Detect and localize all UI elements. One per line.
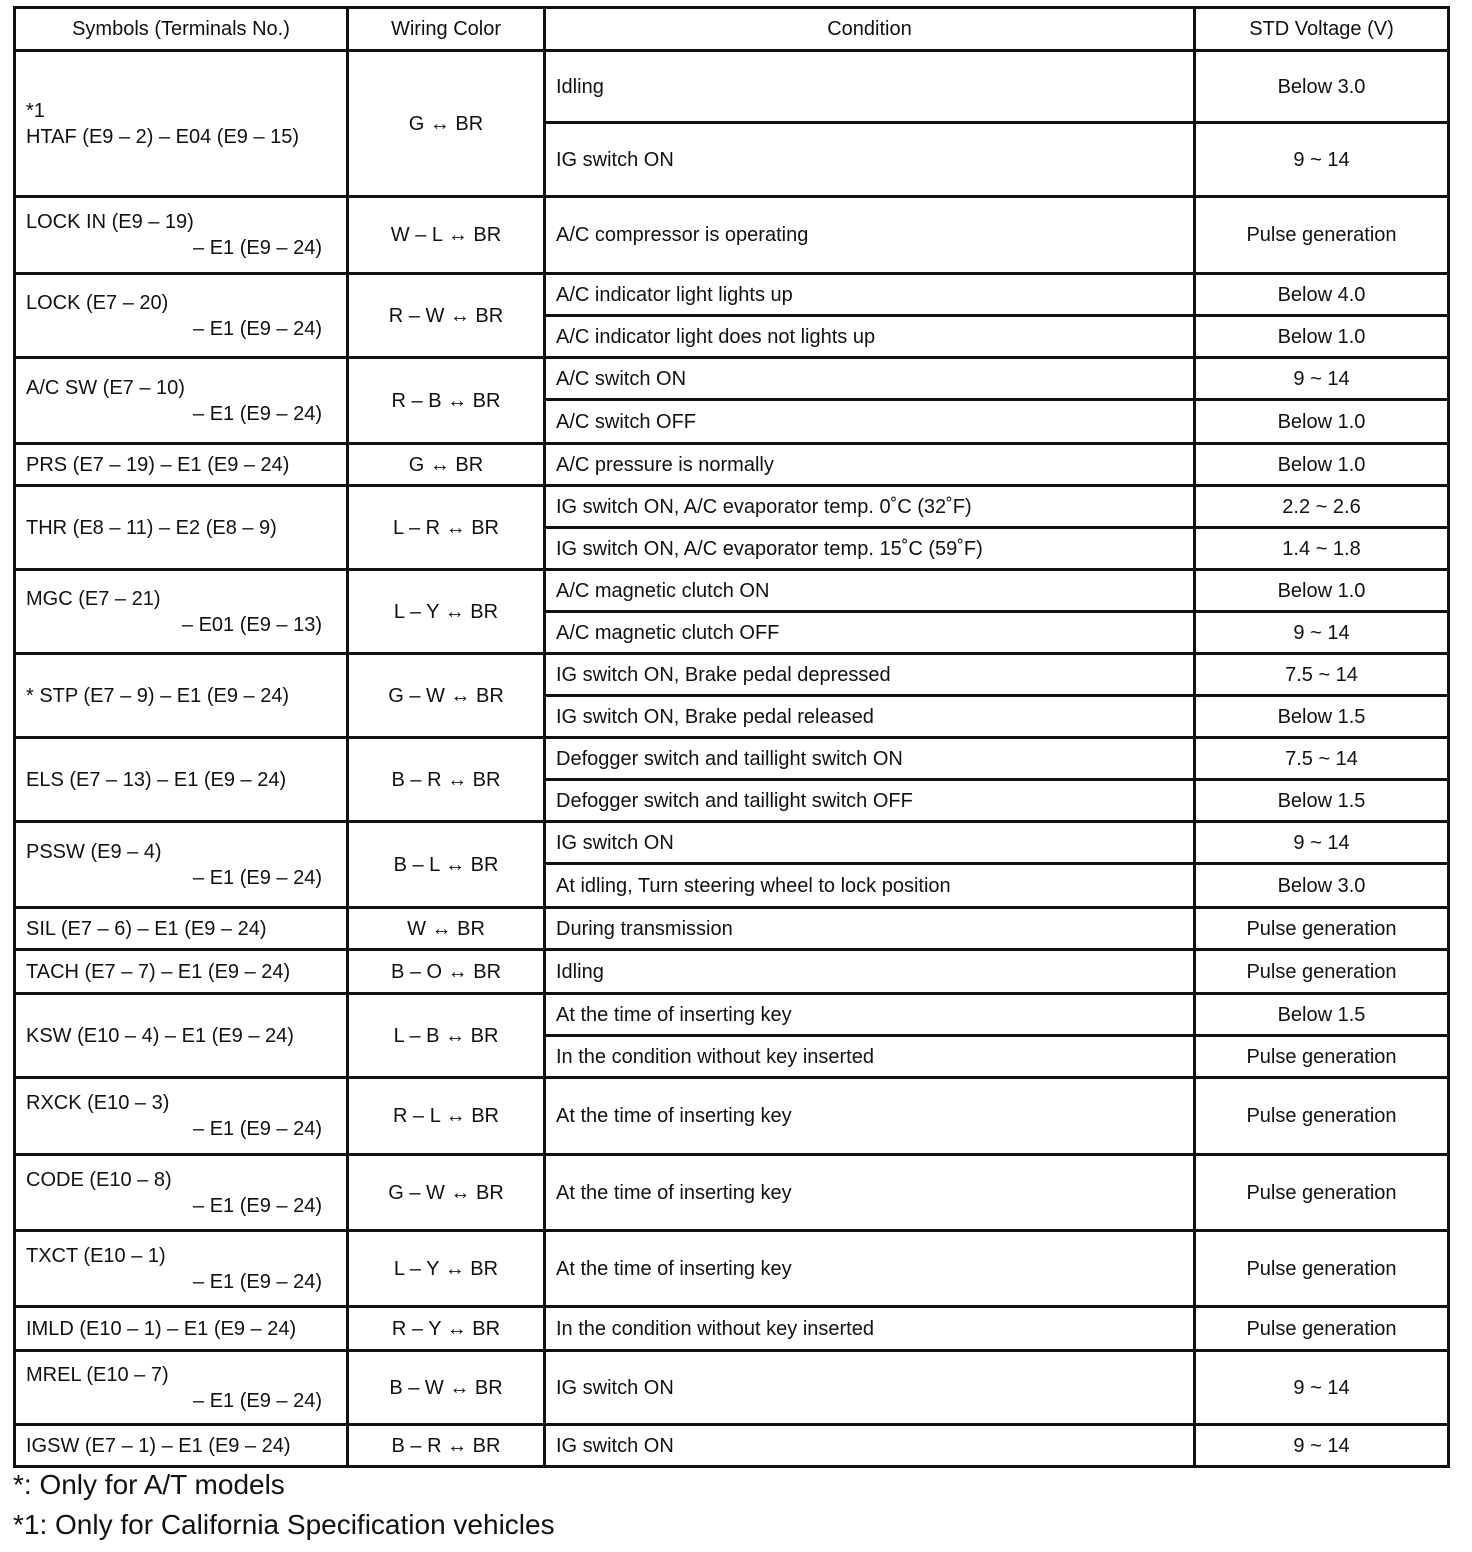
terminal-symbol-line2: – E1 (E9 – 24) bbox=[193, 237, 322, 259]
terminal-symbol bbox=[15, 1155, 348, 1231]
wiring-color: L – Y ↔ BR bbox=[348, 570, 545, 654]
condition: IG switch ON bbox=[545, 1425, 1195, 1467]
terminal-symbol-line1: ELS (E7 – 13) – E1 (E9 – 24) bbox=[26, 768, 287, 791]
table-row bbox=[15, 358, 1449, 400]
terminal-symbol bbox=[15, 197, 348, 274]
terminal-symbol-line2: – E1 (E9 – 24) bbox=[193, 1194, 322, 1217]
condition: A/C compressor is operating bbox=[545, 197, 1195, 274]
terminal-symbol-line1: TACH (E7 – 7) – E1 (E9 – 24) bbox=[26, 960, 291, 983]
terminal-symbol-line1: LOCK IN (E9 – 19) bbox=[26, 211, 194, 233]
std-voltage: 1.4 ~ 1.8 bbox=[1195, 528, 1449, 570]
std-voltage: Below 3.0 bbox=[1195, 864, 1449, 908]
wiring-color: B – R ↔ BR bbox=[348, 738, 545, 822]
std-voltage: Pulse generation bbox=[1195, 1036, 1449, 1078]
table-row bbox=[15, 570, 1449, 612]
header-row bbox=[15, 8, 1449, 51]
terminal-symbol-line1: THR (E8 – 11) – E2 (E8 – 9) bbox=[26, 516, 277, 539]
terminal-voltage-table bbox=[13, 6, 1450, 1468]
footnotes bbox=[13, 1465, 555, 1545]
wiring-color: W ↔ BR bbox=[348, 908, 545, 950]
terminal-symbol-line1: *1 bbox=[26, 99, 45, 122]
table-row bbox=[15, 274, 1449, 316]
std-voltage: 9 ~ 14 bbox=[1195, 123, 1449, 197]
std-voltage: Below 1.5 bbox=[1195, 994, 1449, 1036]
table-row bbox=[15, 738, 1449, 780]
terminal-symbol bbox=[15, 1351, 348, 1425]
header-condition: Condition bbox=[545, 8, 1195, 51]
terminal-symbol bbox=[15, 654, 348, 738]
terminal-symbol-line1: CODE (E10 – 8) bbox=[26, 1168, 172, 1191]
terminal-symbol bbox=[15, 274, 348, 358]
condition: Idling bbox=[545, 51, 1195, 123]
std-voltage: Pulse generation bbox=[1195, 1307, 1449, 1351]
std-voltage: Below 1.5 bbox=[1195, 780, 1449, 822]
condition: A/C indicator light lights up bbox=[545, 274, 1195, 316]
condition: A/C magnetic clutch ON bbox=[545, 570, 1195, 612]
std-voltage: Pulse generation bbox=[1195, 197, 1449, 274]
wiring-color: G ↔ BR bbox=[348, 444, 545, 486]
terminal-symbol-line1: PRS (E7 – 19) – E1 (E9 – 24) bbox=[26, 453, 290, 476]
terminal-symbol bbox=[15, 950, 348, 994]
table-row bbox=[15, 908, 1449, 950]
table-row bbox=[15, 654, 1449, 696]
std-voltage: Below 1.0 bbox=[1195, 316, 1449, 358]
terminal-symbol-line2: – E1 (E9 – 24) bbox=[193, 402, 322, 425]
table-row bbox=[15, 994, 1449, 1036]
condition: A/C pressure is normally bbox=[545, 444, 1195, 486]
condition: Defogger switch and taillight switch OFF bbox=[545, 780, 1195, 822]
condition: In the condition without key inserted bbox=[545, 1036, 1195, 1078]
terminal-symbol bbox=[15, 570, 348, 654]
terminal-symbol-line2: – E01 (E9 – 13) bbox=[181, 613, 322, 636]
std-voltage: 9 ~ 14 bbox=[1195, 1351, 1449, 1425]
header-wiring-color: Wiring Color bbox=[348, 8, 545, 51]
std-voltage: 7.5 ~ 14 bbox=[1195, 654, 1449, 696]
terminal-symbol bbox=[15, 51, 348, 197]
condition: IG switch ON, A/C evaporator temp. 0˚C (32˚F) bbox=[545, 486, 1195, 528]
table-row bbox=[15, 1307, 1449, 1351]
std-voltage: Pulse generation bbox=[1195, 1078, 1449, 1155]
wiring-color: G ↔ BR bbox=[348, 51, 545, 197]
condition: A/C indicator light does not lights up bbox=[545, 316, 1195, 358]
terminal-symbol-line2: – E1 (E9 – 24) bbox=[193, 1270, 322, 1293]
terminal-symbol bbox=[15, 1307, 348, 1351]
condition: At the time of inserting key bbox=[545, 994, 1195, 1036]
condition: In the condition without key inserted bbox=[545, 1307, 1195, 1351]
condition: A/C switch ON bbox=[545, 358, 1195, 400]
std-voltage: 9 ~ 14 bbox=[1195, 1425, 1449, 1467]
terminal-symbol-line1: * STP (E7 – 9) – E1 (E9 – 24) bbox=[26, 684, 290, 707]
header-std-voltage: STD Voltage (V) bbox=[1195, 8, 1449, 51]
table-row bbox=[15, 1155, 1449, 1231]
terminal-symbol-line1: MGC (E7 – 21) bbox=[26, 587, 161, 610]
terminal-symbol-line2: – E1 (E9 – 24) bbox=[193, 866, 322, 889]
terminal-symbol-line2: – E1 (E9 – 24) bbox=[193, 1118, 322, 1140]
table-row bbox=[15, 51, 1449, 123]
wiring-color: L – B ↔ BR bbox=[348, 994, 545, 1078]
table-row bbox=[15, 1351, 1449, 1425]
table-body bbox=[15, 51, 1449, 1467]
condition: IG switch ON, Brake pedal released bbox=[545, 696, 1195, 738]
terminal-symbol bbox=[15, 1425, 348, 1467]
table-row bbox=[15, 950, 1449, 994]
std-voltage: 7.5 ~ 14 bbox=[1195, 738, 1449, 780]
wiring-color: G – W ↔ BR bbox=[348, 654, 545, 738]
terminal-symbol-line1: RXCK (E10 – 3) bbox=[26, 1092, 170, 1114]
wiring-color: B – R ↔ BR bbox=[348, 1425, 545, 1467]
condition: A/C switch OFF bbox=[545, 400, 1195, 444]
terminal-symbol-line1: IGSW (E7 – 1) – E1 (E9 – 24) bbox=[26, 1434, 291, 1457]
terminal-symbol bbox=[15, 486, 348, 570]
terminal-symbol bbox=[15, 444, 348, 486]
condition: At the time of inserting key bbox=[545, 1155, 1195, 1231]
terminal-symbol bbox=[15, 822, 348, 908]
terminal-symbol-line1: A/C SW (E7 – 10) bbox=[26, 376, 185, 399]
table-row bbox=[15, 486, 1449, 528]
terminal-symbol-line1: PSSW (E9 – 4) bbox=[26, 840, 162, 863]
wiring-color: L – R ↔ BR bbox=[348, 486, 545, 570]
terminal-symbol bbox=[15, 1078, 348, 1155]
condition: IG switch ON bbox=[545, 1351, 1195, 1425]
terminal-symbol bbox=[15, 908, 348, 950]
terminal-symbol bbox=[15, 1231, 348, 1307]
wiring-color: W – L ↔ BR bbox=[348, 197, 545, 274]
condition: IG switch ON, Brake pedal depressed bbox=[545, 654, 1195, 696]
terminal-symbol bbox=[15, 358, 348, 444]
wiring-color: R – L ↔ BR bbox=[348, 1078, 545, 1155]
std-voltage: 9 ~ 14 bbox=[1195, 822, 1449, 864]
std-voltage: 9 ~ 14 bbox=[1195, 358, 1449, 400]
terminal-symbol-line1: LOCK (E7 – 20) bbox=[26, 291, 169, 314]
terminal-symbol-line1: IMLD (E10 – 1) – E1 (E9 – 24) bbox=[26, 1317, 297, 1340]
table-row bbox=[15, 197, 1449, 274]
wiring-color: R – Y ↔ BR bbox=[348, 1307, 545, 1351]
table-row bbox=[15, 1231, 1449, 1307]
condition: Defogger switch and taillight switch ON bbox=[545, 738, 1195, 780]
terminal-symbol-line2: HTAF (E9 – 2) – E04 (E9 – 15) bbox=[26, 125, 300, 148]
condition: During transmission bbox=[545, 908, 1195, 950]
condition: IG switch ON, A/C evaporator temp. 15˚C (59˚F) bbox=[545, 528, 1195, 570]
std-voltage: Pulse generation bbox=[1195, 908, 1449, 950]
std-voltage: 9 ~ 14 bbox=[1195, 612, 1449, 654]
wiring-color: L – Y ↔ BR bbox=[348, 1231, 545, 1307]
terminal-symbol-line1: MREL (E10 – 7) bbox=[26, 1363, 169, 1386]
table-row bbox=[15, 1078, 1449, 1155]
condition: At idling, Turn steering wheel to lock position bbox=[545, 864, 1195, 908]
wiring-color: B – O ↔ BR bbox=[348, 950, 545, 994]
wiring-color: R – B ↔ BR bbox=[348, 358, 545, 444]
terminal-symbol-line2: – E1 (E9 – 24) bbox=[193, 317, 322, 340]
std-voltage: Below 1.0 bbox=[1195, 444, 1449, 486]
wiring-color: G – W ↔ BR bbox=[348, 1155, 545, 1231]
std-voltage: Below 4.0 bbox=[1195, 274, 1449, 316]
footnote-california: *1: Only for California Specification vehicles bbox=[13, 1509, 555, 1540]
std-voltage: Pulse generation bbox=[1195, 950, 1449, 994]
terminal-symbol bbox=[15, 994, 348, 1078]
condition: IG switch ON bbox=[545, 123, 1195, 197]
condition: At the time of inserting key bbox=[545, 1078, 1195, 1155]
wiring-color: B – W ↔ BR bbox=[348, 1351, 545, 1425]
std-voltage: 2.2 ~ 2.6 bbox=[1195, 486, 1449, 528]
condition: Idling bbox=[545, 950, 1195, 994]
wiring-color: R – W ↔ BR bbox=[348, 274, 545, 358]
table-row bbox=[15, 1425, 1449, 1467]
condition: A/C magnetic clutch OFF bbox=[545, 612, 1195, 654]
terminal-symbol-line1: KSW (E10 – 4) – E1 (E9 – 24) bbox=[26, 1024, 294, 1047]
table-row bbox=[15, 822, 1449, 864]
wiring-color: B – L ↔ BR bbox=[348, 822, 545, 908]
footnote-at-models: *: Only for A/T models bbox=[13, 1469, 285, 1500]
std-voltage: Below 3.0 bbox=[1195, 51, 1449, 123]
std-voltage: Below 1.0 bbox=[1195, 570, 1449, 612]
std-voltage: Pulse generation bbox=[1195, 1155, 1449, 1231]
std-voltage: Below 1.0 bbox=[1195, 400, 1449, 444]
condition: IG switch ON bbox=[545, 822, 1195, 864]
header-symbols: Symbols (Terminals No.) bbox=[15, 8, 348, 51]
terminal-voltage-sheet bbox=[13, 6, 1447, 1468]
table-row bbox=[15, 444, 1449, 486]
std-voltage: Below 1.5 bbox=[1195, 696, 1449, 738]
terminal-symbol-line1: SIL (E7 – 6) – E1 (E9 – 24) bbox=[26, 917, 267, 940]
std-voltage: Pulse generation bbox=[1195, 1231, 1449, 1307]
condition: At the time of inserting key bbox=[545, 1231, 1195, 1307]
terminal-symbol-line2: – E1 (E9 – 24) bbox=[193, 1389, 322, 1412]
terminal-symbol bbox=[15, 738, 348, 822]
terminal-symbol-line1: TXCT (E10 – 1) bbox=[26, 1244, 166, 1267]
